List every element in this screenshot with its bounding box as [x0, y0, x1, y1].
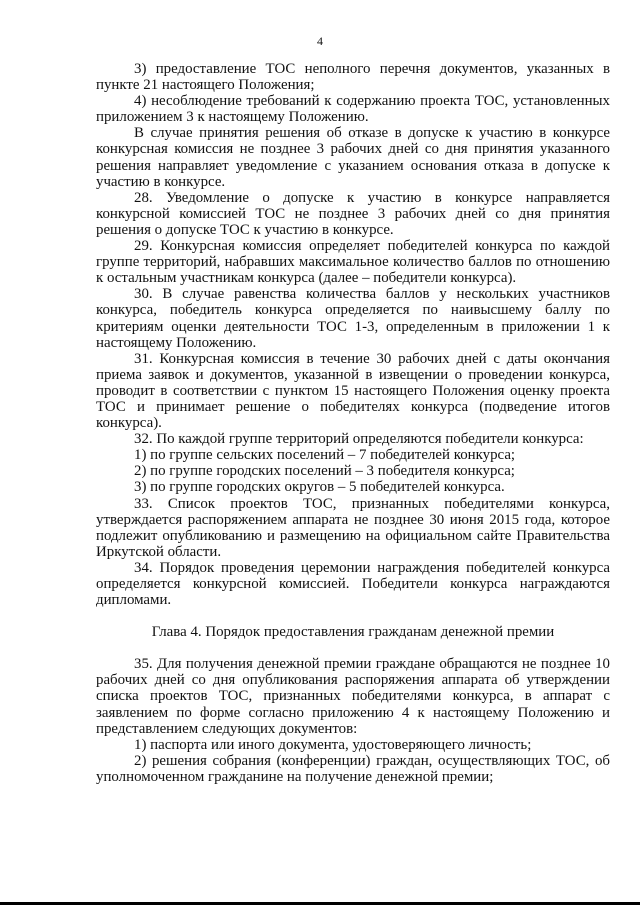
document-body — [96, 61, 610, 785]
paragraph-item-3: 3) предоставление ТОС неполного перечня документов, указанных в пункте 21 настоящего Положения; — [96, 61, 610, 94]
paragraph-refusal-notice: В случае принятия решения об отказе в допуске к участию в конкурсе конкурсная комиссия не позднее 3 рабочих дней со дня принятия указанного решения направляет уведомление с указанием основания отказа в допуске к участию в конкурсе. — [96, 125, 610, 190]
page-number: 4 — [317, 34, 323, 48]
paragraph-item-4: 4) несоблюдение требований к содержанию проекта ТОС, установленных приложением 3 к настоящему Положению. — [96, 93, 610, 126]
list-item-passport: 1) паспорта или иного документа, удостоверяющего личность; — [134, 736, 532, 753]
paragraph-34: 34. Порядок проведения церемонии награждения победителей конкурса определяется конкурсной комиссией. Победители конкурса награждаются дипломами. — [96, 559, 610, 609]
list-item-urban-settlements: 2) по группе городских поселений – 3 победителя конкурса; — [134, 463, 515, 480]
paragraph-33: 33. Список проектов ТОС, признанных победителями конкурса, утверждается распоряжением аппарата не позднее 30 июня 2015 года, которое подлежит опубликованию и размещению на официальном сайте Правительства Иркутской области. — [96, 495, 610, 560]
list-item-assembly-decision: 2) решения собрания (конференции) граждан, осуществляющих ТОС, об уполномоченном гражданине на получение денежной премии; — [96, 752, 610, 785]
list-item-urban-districts: 3) по группе городских округов – 5 победителей конкурса. — [134, 479, 505, 496]
paragraph-29: 29. Конкурсная комиссия определяет победителей конкурса по каждой группе территорий, набравших максимальное количество баллов по отношению к остальным участникам конкурса (далее – победители конкурса). — [96, 238, 610, 287]
paragraph-28: 28. Уведомление о допуске к участию в конкурсе направляется конкурсной комиссией ТОС не позднее 3 рабочих дней со дня принятия решения о допуске ТОС к участию в конкурсе. — [96, 189, 610, 238]
paragraph-31: 31. Конкурсная комиссия в течение 30 рабочих дней с даты окончания приема заявок и документов, указанной в извещении о проведении конкурса, проводит в соответствии с пунктом 15 настоящего Положения оценку проекта ТОС и принимает решение о победителях конкурса (подведение итогов конкурса). — [96, 350, 610, 432]
paragraph-35: 35. Для получения денежной премии граждане обращаются не позднее 10 рабочих дней со дня опубликования распоряжения аппарата об утверждении списка проектов ТОС, признанных победителями конкурса, в аппарат с заявлением по форме согласно приложению 4 к настоящему Положению и представлением следующих документов: — [96, 656, 610, 737]
paragraph-32: 32. По каждой группе территорий определяются победители конкурса: — [134, 431, 584, 448]
chapter-title: Глава 4. Порядок предоставления гражданам денежной премии — [151, 624, 555, 641]
paragraph-30: 30. В случае равенства количества баллов у нескольких участников конкурса, победитель конкурса определяется по наивысшему баллу по критериям оценки деятельности ТОС 1-3, определенным в приложении 1 к настоящему Положению. — [96, 286, 610, 351]
list-item-rural: 1) по группе сельских поселений – 7 победителей конкурса; — [134, 447, 516, 464]
